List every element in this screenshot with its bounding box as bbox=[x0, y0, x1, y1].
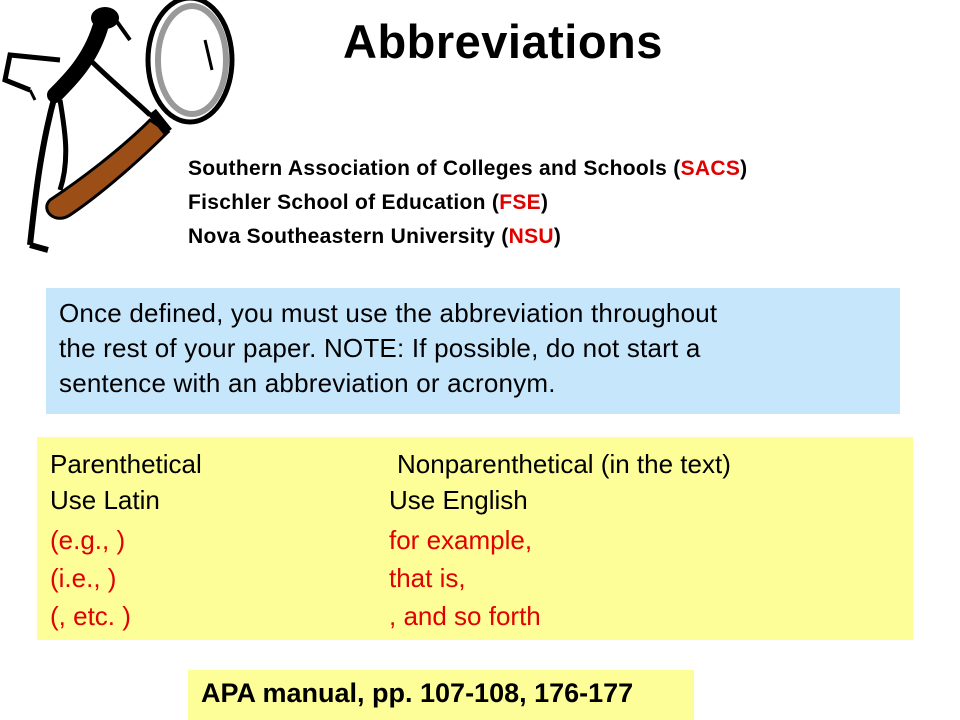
latin-cell: (i.e., ) bbox=[50, 563, 117, 593]
header-nonparenthetical: Nonparenthetical (in the text) bbox=[397, 449, 731, 479]
page-title: Abbreviations bbox=[343, 15, 663, 68]
organization-item bbox=[188, 220, 747, 254]
paren-open: ( bbox=[495, 225, 509, 248]
latin-cell: (, etc. ) bbox=[50, 601, 131, 631]
paren-open: ( bbox=[485, 191, 500, 214]
subheader-right: Use English bbox=[389, 485, 528, 515]
organization-name: Fischler School of Education bbox=[188, 191, 486, 214]
table-row bbox=[37, 525, 913, 561]
header-parenthetical: Parenthetical bbox=[50, 449, 202, 479]
subheader-left: Use Latin bbox=[50, 485, 160, 515]
table-subheader-row bbox=[37, 485, 913, 521]
english-cell: that is, bbox=[389, 563, 466, 593]
table-row bbox=[37, 563, 913, 599]
note-line: sentence with an abbreviation or acronym. bbox=[59, 368, 556, 398]
organization-abbreviation: SACS bbox=[680, 157, 741, 180]
comparison-table bbox=[37, 437, 913, 640]
organization-name: Southern Association of Colleges and Schools bbox=[188, 157, 668, 180]
english-cell: , and so forth bbox=[389, 601, 541, 631]
table-row bbox=[37, 601, 913, 637]
organization-abbreviation: NSU bbox=[508, 225, 554, 248]
paren-open: ( bbox=[667, 157, 681, 180]
latin-cell: (e.g., ) bbox=[50, 525, 126, 555]
table-header-row bbox=[37, 449, 913, 485]
paren-close: ) bbox=[553, 225, 562, 248]
organization-list bbox=[188, 152, 747, 254]
footer-reference: APA manual, pp. 107-108, 176-177 bbox=[201, 678, 634, 708]
organization-abbreviation: FSE bbox=[499, 191, 541, 214]
paren-close: ) bbox=[740, 157, 748, 180]
note-line: Once defined, you must use the abbreviation throughout bbox=[59, 298, 718, 328]
english-cell: for example, bbox=[389, 525, 533, 555]
organization-item bbox=[188, 186, 747, 220]
paren-close: ) bbox=[540, 191, 549, 214]
organization-item bbox=[188, 152, 747, 186]
note-box bbox=[46, 288, 900, 414]
organization-name: Nova Southeastern University bbox=[188, 225, 496, 248]
note-line: the rest of your paper. NOTE: If possible, do not start a bbox=[59, 333, 701, 363]
